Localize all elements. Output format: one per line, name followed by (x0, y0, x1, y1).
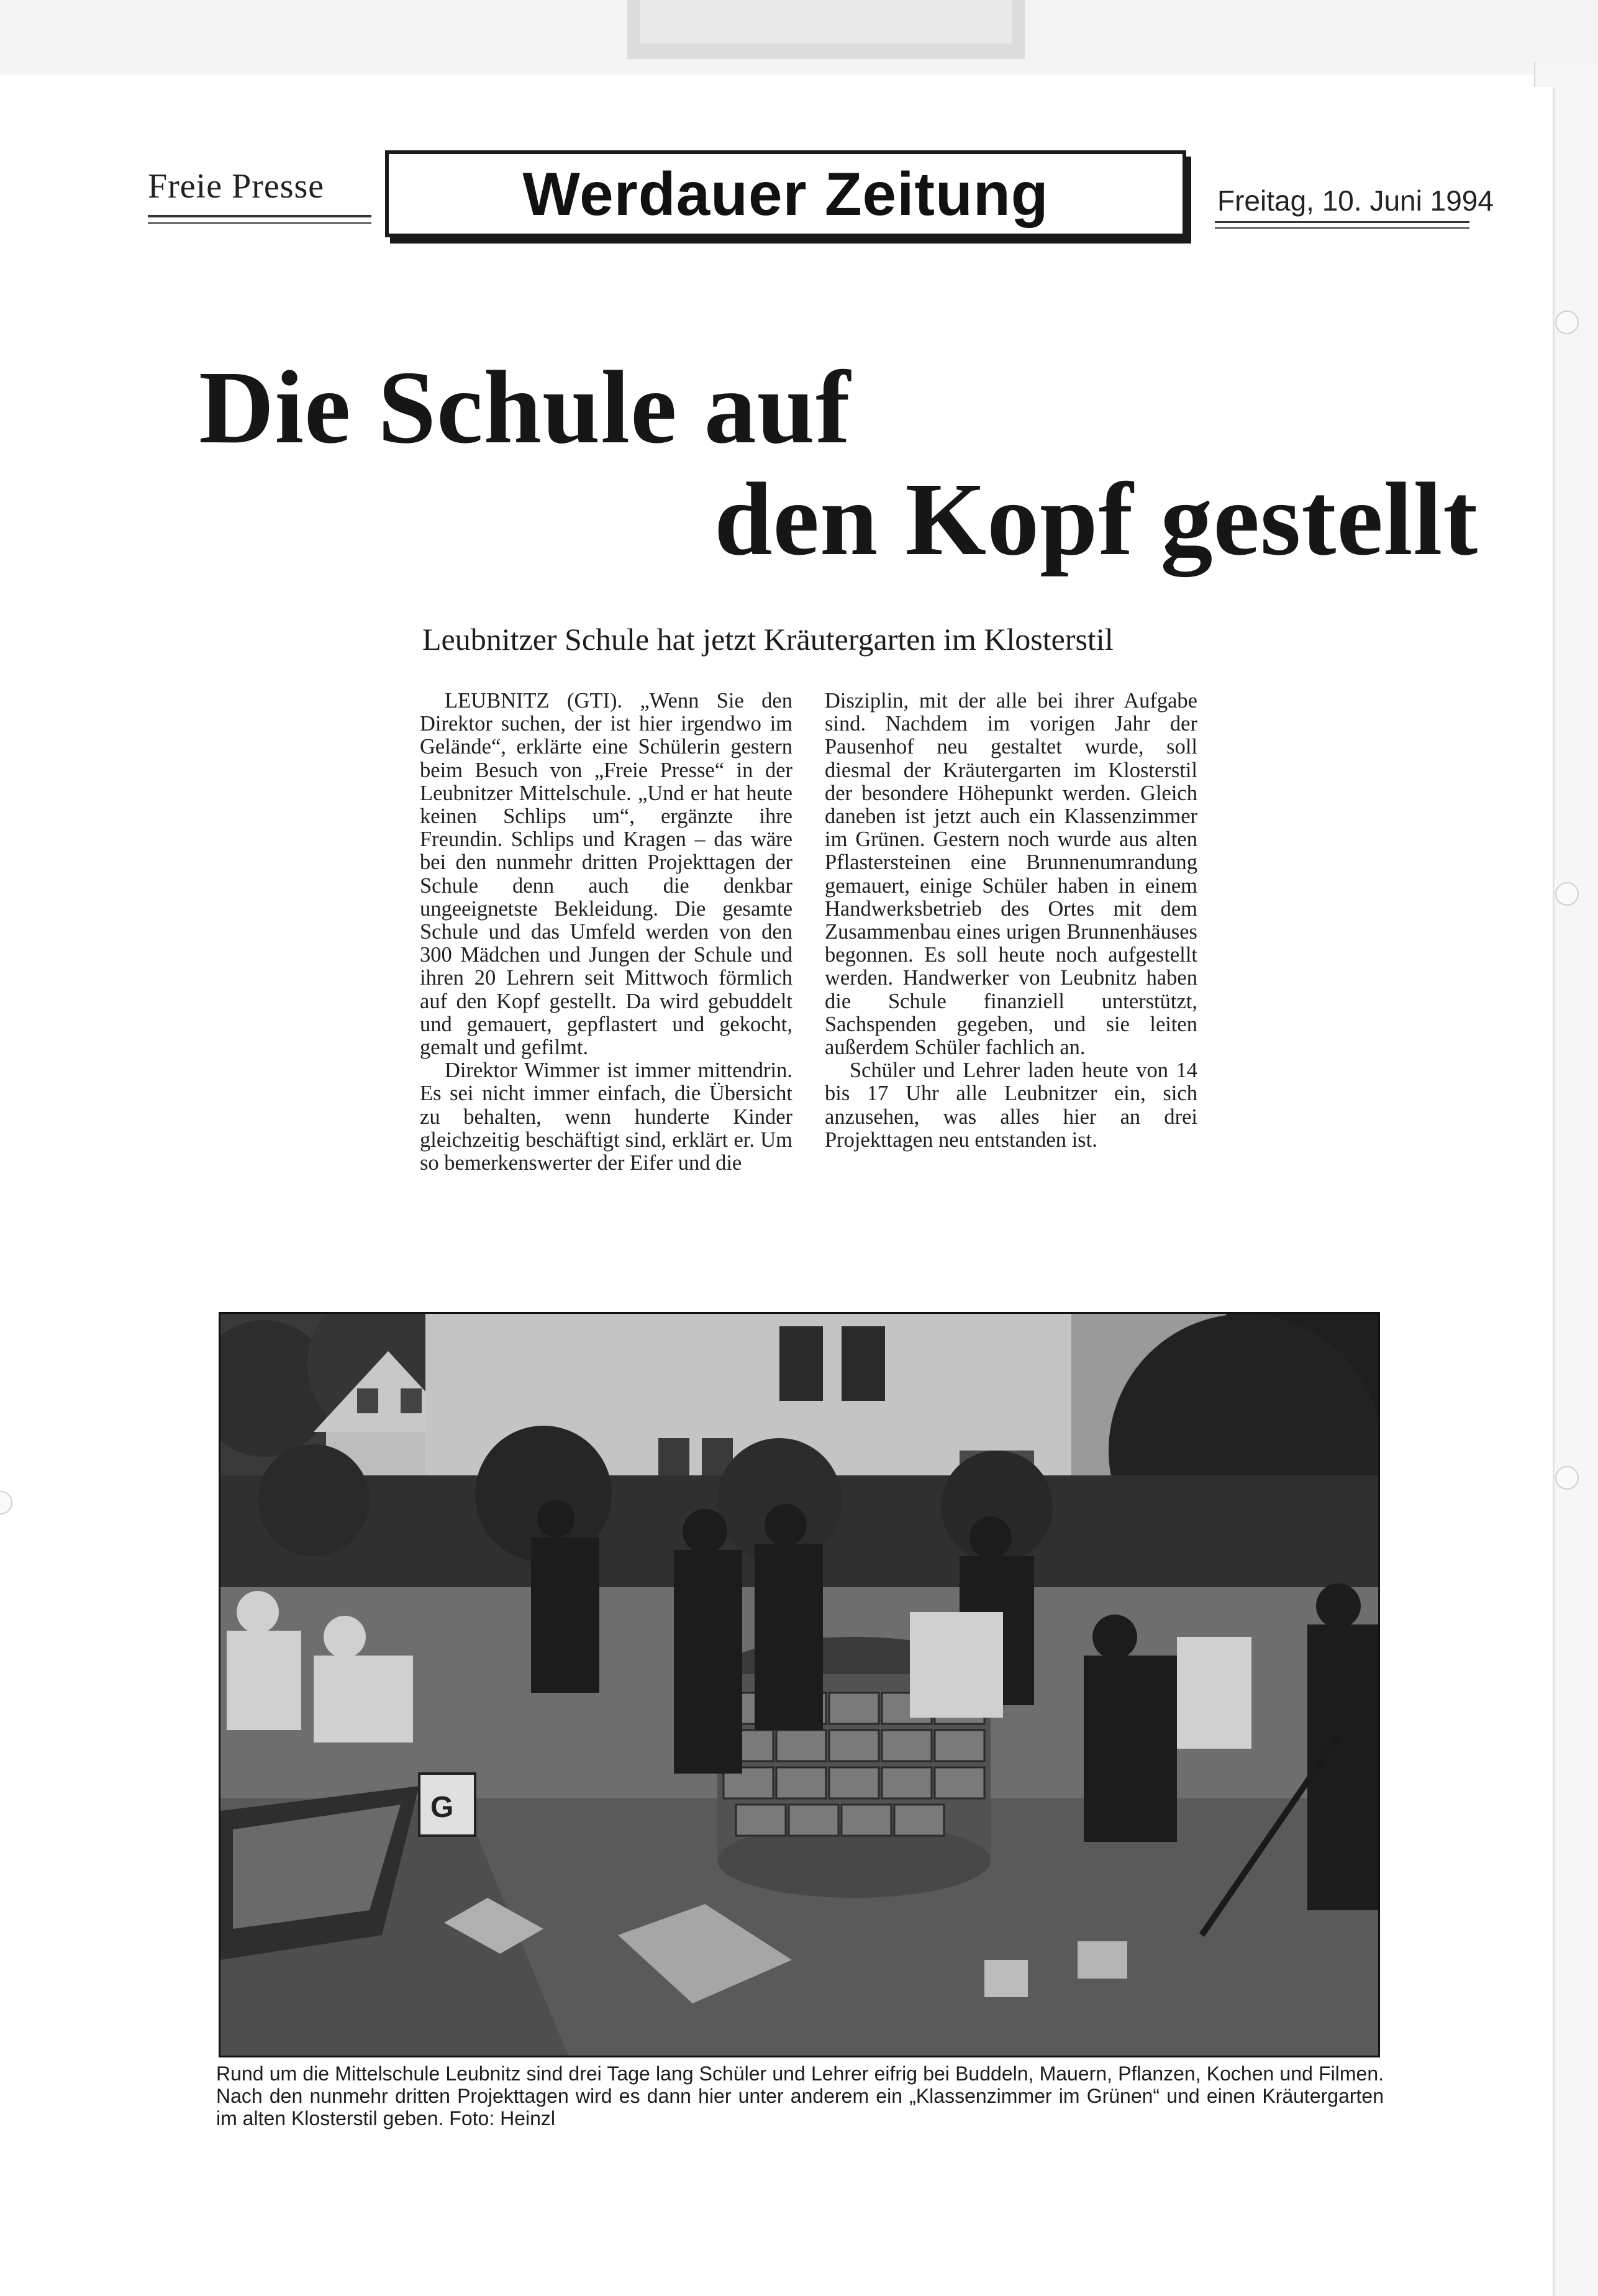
subheadline: Leubnitzer Schule hat jetzt Kräutergarten im Klosterstil (422, 622, 1114, 657)
issue-date: Freitag, 10. Juni 1994 (1217, 184, 1494, 217)
punch-hole (1555, 1466, 1579, 1490)
punch-hole (1555, 311, 1579, 334)
article-photo (219, 1312, 1380, 2057)
masthead-rule (1215, 221, 1469, 223)
bucket-letter: G (430, 1791, 454, 1824)
local-edition-title: Werdauer Zeitung (522, 159, 1049, 228)
photo-caption: Rund um die Mittelschule Leubnitz sind drei Tage lang Schüler und Lehrer eifrig bei Buddeln, Mauern, Pflanzen, Kochen und Filmen. Nach den nunmehr dritten Projekttagen wird es dann hier unter anderem ein „Klassenzimmer im Grünen“ und einen Kräutergarten im alten Klosterstil geben. Foto: Heinzl (216, 2062, 1384, 2130)
headline-line-1: Die Schule auf (199, 350, 851, 465)
punch-hole (1555, 882, 1579, 906)
paragraph: Disziplin, mit der alle bei ihrer Aufgabe sind. Nachdem im vorigen Jahr der Pausenhof neu gestaltet wurde, soll diesmal der Kräutergarten im Klosterstil der besondere Höhepunkt werden. Gleich daneben ist jetzt auch ein Klassenzimmer im Grünen. Gestern noch wurde aus alten Pflastersteinen eine Brunnenumrandung gemauert, einige Schüler haben in einem Handwerksbetrieb des Ortes mit dem Zusammenbau eines urigen Brunnenhäuses begonnen. Es soll heute noch aufgestellt werden. Handwerker von Leubnitz haben die Schule finanziell unterstützt, Sachspenden gegeben, und sie leiten außerdem Schüler fachlich an. (825, 689, 1197, 1060)
masthead-rule (1215, 227, 1469, 229)
paragraph: Schüler und Lehrer laden heute von 14 bis 17 Uhr alle Leubnitzer ein, sich anzusehen, was alles hier an drei Projekttagen neu entstanden ist. (825, 1059, 1197, 1152)
paragraph: LEUBNITZ (GTI). „Wenn Sie den Direktor suchen, der ist hier irgendwo im Gelände“, erklärte eine Schülerin gestern beim Besuch von „Freie Presse“ in der Leubnitzer Mittelschule. „Und er hat heute keinen Schlips um“, ergänzte ihre Freundin. Schlips und Kragen – das wäre bei den nunmehr dritten Projekttagen der Schule denn auch die denkbar ungeeignetste Bekleidung. Die gesamte Schule und das Umfeld werden von den 300 Mädchen und Jungen der Schule und ihren 20 Lehrern seit Mittwoch förmlich auf den Kopf gestellt. Da wird gebuddelt und gemauert, gepflastert und gekocht, gemalt und gefilmt. (420, 689, 792, 1060)
article-column-1 (420, 690, 792, 1175)
headline-line-2: den Kopf gestellt (714, 462, 1479, 577)
paragraph: Direktor Wimmer ist immer mittendrin. Es sei nicht immer einfach, die Übersicht zu behalten, wenn hunderte Kinder gleichzeitig beschäftigt sind, erklärt er. Um so bemerkenswerter der Eifer und die (420, 1059, 792, 1175)
masthead-rule (148, 222, 371, 224)
publication-name: Freie Presse (148, 167, 325, 206)
masthead-box (385, 150, 1186, 237)
article-column-2 (825, 690, 1197, 1152)
masthead-rule (148, 215, 371, 217)
scanner-tab-inner (640, 0, 1012, 43)
